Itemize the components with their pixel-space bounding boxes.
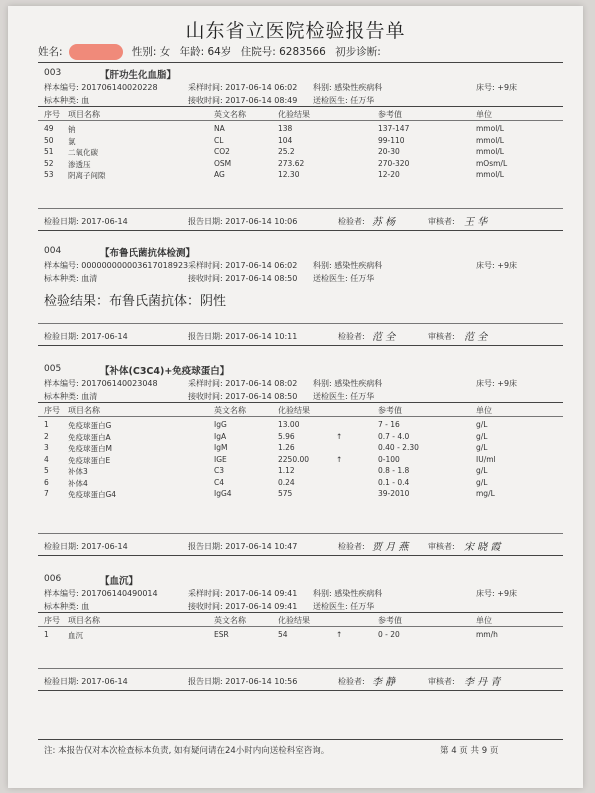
table-header: 项目名称 (68, 616, 100, 625)
table-cell: 阴离子间隙 (68, 171, 106, 180)
department: 科别: 感染性疾病科 (313, 83, 383, 92)
table-cell: 1.26 (278, 443, 295, 452)
table-header: 单位 (476, 110, 492, 119)
table-cell: 13.00 (278, 420, 300, 429)
table-header: 单位 (476, 406, 492, 415)
table-cell: 104 (278, 135, 293, 145)
table-cell: 氯 (68, 136, 76, 146)
section-end-rule (38, 208, 563, 209)
test-date: 检验日期: 2017-06-14 (44, 542, 128, 551)
table-cell: 免疫球蛋白G4 (68, 490, 117, 499)
collect-time: 采样时间: 2017-06-14 09:41 (188, 589, 298, 598)
table-top-rule (38, 402, 563, 403)
redacted-name (69, 44, 123, 60)
table-cell: 3 (44, 443, 49, 452)
department: 科别: 感染性疾病科 (313, 589, 383, 598)
table-cell: 渗透压 (68, 159, 91, 169)
table-header: 序号 (44, 616, 60, 625)
bed-number: 床号: +9床 (476, 83, 518, 92)
test-date: 检验日期: 2017-06-14 (44, 677, 128, 686)
sample-number: 样本编号: 201706140490014 (44, 589, 158, 598)
table-cell: 4 (44, 454, 49, 464)
table-cell: 免疫球蛋白E (68, 455, 111, 465)
section-number: 006 (44, 574, 62, 584)
tester-label: 检验者: (338, 677, 365, 686)
table-cell: CO2 (214, 147, 230, 156)
table-cell: IU/ml (476, 454, 496, 464)
table-cell: 1 (44, 630, 49, 639)
table-cell: 补体4 (68, 478, 88, 488)
reviewer-signature: 宋 晓 霞 (464, 542, 501, 553)
section-divider (38, 345, 563, 346)
reviewer-label: 审核者: (428, 217, 455, 226)
table-cell: 12-20 (378, 170, 400, 179)
table-cell: ↑ (336, 454, 343, 464)
table-cell: 钠 (68, 125, 76, 134)
table-header: 化验结果 (278, 406, 310, 415)
test-date: 检验日期: 2017-06-14 (44, 332, 128, 341)
sample-number: 样本编号: 201706140020228 (44, 83, 158, 92)
section-divider (38, 690, 563, 691)
table-cell: 二氧化碳 (68, 148, 98, 157)
table-cell: 138 (278, 124, 293, 133)
table-cell: 7 - 16 (378, 420, 400, 429)
doctor: 送检医生: 任万华 (313, 96, 375, 105)
header-rule (38, 62, 563, 63)
section-end-rule (38, 323, 563, 324)
table-cell: 6 (44, 477, 49, 487)
name-label: 姓名: (38, 46, 63, 58)
footer-rule (38, 739, 563, 740)
table-cell: NA (214, 124, 225, 133)
section-end-rule (38, 533, 563, 534)
diagnosis: 初步诊断: (335, 46, 381, 58)
table-cell: 5 (44, 466, 49, 475)
table-cell: 1.12 (278, 466, 295, 475)
table-cell: g/L (476, 477, 488, 487)
table-cell: IgG4 (214, 489, 232, 498)
table-cell: 50 (44, 135, 54, 145)
table-cell: ↑ (336, 630, 343, 639)
table-header: 参考值 (378, 110, 402, 119)
doctor: 送检医生: 任万华 (313, 602, 375, 611)
table-cell: 0-100 (378, 454, 400, 464)
gender: 性别: 女 (131, 46, 171, 58)
table-cell: ↑ (336, 431, 343, 441)
table-top-rule (38, 106, 563, 107)
table-cell: 2 (44, 431, 49, 441)
table-cell: 53 (44, 170, 54, 179)
section-name: 【肝功生化血脂】 (100, 70, 177, 81)
table-cell: 20-30 (378, 147, 400, 156)
bed-number: 床号: +9床 (476, 589, 518, 598)
table-header: 项目名称 (68, 406, 100, 415)
report-date: 报告日期: 2017-06-14 10:06 (188, 217, 298, 226)
table-header: 化验结果 (278, 616, 310, 625)
tester-label: 检验者: (338, 217, 365, 226)
table-top-rule (38, 612, 563, 613)
table-cell: 0.24 (278, 477, 295, 487)
table-cell: mmol/L (476, 124, 504, 133)
table-header: 英文名称 (214, 616, 246, 625)
collect-time: 采样时间: 2017-06-14 06:02 (188, 83, 298, 92)
table-cell: 25.2 (278, 147, 295, 156)
table-cell: ESR (214, 630, 229, 639)
sample-type: 标本种类: 血 (44, 602, 90, 611)
section-divider (38, 230, 563, 231)
table-header: 英文名称 (214, 406, 246, 415)
table-cell: 免疫球蛋白M (68, 444, 112, 453)
report-date: 报告日期: 2017-06-14 10:47 (188, 542, 298, 551)
table-cell: 270-320 (378, 158, 410, 168)
table-cell: 52 (44, 158, 54, 168)
table-header: 英文名称 (214, 110, 246, 119)
table-cell: 2250.00 (278, 454, 310, 464)
table-cell: 0.8 - 1.8 (378, 466, 410, 475)
bed-number: 床号: +9床 (476, 261, 518, 270)
table-cell: 0.40 - 2.30 (378, 443, 419, 452)
table-header: 项目名称 (68, 110, 100, 119)
table-cell: 51 (44, 147, 54, 156)
table-cell: IgA (214, 431, 227, 441)
reviewer-label: 审核者: (428, 542, 455, 551)
report-sheet (8, 6, 583, 788)
table-cell: g/L (476, 466, 488, 475)
reviewer-signature: 李 丹 青 (464, 677, 501, 688)
receive-time: 接收时间: 2017-06-14 08:49 (188, 96, 298, 105)
table-cell: 12.30 (278, 170, 300, 179)
table-cell: 0.1 - 0.4 (378, 477, 410, 487)
table-header: 序号 (44, 110, 60, 119)
department: 科别: 感染性疾病科 (313, 261, 383, 270)
table-cell: 54 (278, 630, 288, 639)
table-cell: 39-2010 (378, 489, 410, 498)
tester-signature: 范 全 (372, 332, 396, 343)
section-name: 【血沉】 (100, 576, 139, 587)
table-cell: C4 (214, 477, 225, 487)
table-cell: 0 - 20 (378, 630, 400, 639)
section-number: 004 (44, 246, 62, 256)
table-cell: 免疫球蛋白A (68, 432, 111, 442)
table-header-rule (38, 626, 563, 627)
receive-time: 接收时间: 2017-06-14 09:41 (188, 602, 298, 611)
report-date: 报告日期: 2017-06-14 10:56 (188, 677, 298, 686)
table-cell: mg/L (476, 489, 495, 498)
test-date: 检验日期: 2017-06-14 (44, 217, 128, 226)
reviewer-label: 审核者: (428, 677, 455, 686)
table-header-rule (38, 120, 563, 121)
report-date: 报告日期: 2017-06-14 10:11 (188, 332, 298, 341)
doctor: 送检医生: 任万华 (313, 392, 375, 401)
sample-type: 标本种类: 血 (44, 96, 90, 105)
table-cell: AG (214, 170, 225, 179)
table-cell: C3 (214, 466, 225, 475)
table-header-rule (38, 416, 563, 417)
inpatient-no: 住院号: 6283566 (240, 46, 326, 58)
sample-type: 标本种类: 血清 (44, 392, 98, 401)
sample-type: 标本种类: 血清 (44, 274, 98, 283)
tester-signature: 李 静 (372, 677, 396, 688)
reviewer-signature: 范 全 (464, 332, 488, 343)
table-cell: 99-110 (378, 135, 405, 145)
table-cell: CL (214, 135, 224, 145)
table-cell: 273.62 (278, 158, 305, 168)
table-cell: 5.96 (278, 431, 295, 441)
table-header: 序号 (44, 406, 60, 415)
tester-label: 检验者: (338, 332, 365, 341)
receive-time: 接收时间: 2017-06-14 08:50 (188, 392, 298, 401)
table-cell: 49 (44, 124, 54, 133)
table-cell: mOsm/L (476, 158, 508, 168)
department: 科别: 感染性疾病科 (313, 379, 383, 388)
patient-info (38, 44, 387, 60)
table-cell: OSM (214, 158, 232, 168)
age: 年龄: 64岁 (179, 46, 232, 58)
section-name: 【布鲁氏菌抗体检测】 (100, 248, 196, 259)
sample-number: 样本编号: 201706140023048 (44, 379, 158, 388)
table-cell: 7 (44, 489, 49, 498)
table-cell: 血沉 (68, 631, 83, 640)
table-header: 参考值 (378, 616, 402, 625)
section-name: 【补体(C3C4)+免疫球蛋白】 (100, 366, 230, 377)
section-number: 005 (44, 364, 62, 374)
table-cell: 137-147 (378, 124, 410, 133)
table-cell: g/L (476, 443, 488, 452)
section-end-rule (38, 668, 563, 669)
table-cell: mm/h (476, 630, 498, 639)
test-result: 检验结果：布鲁氏菌抗体：阴性 (44, 294, 227, 309)
collect-time: 采样时间: 2017-06-14 06:02 (188, 261, 298, 270)
table-header: 化验结果 (278, 110, 310, 119)
table-cell: 0.7 - 4.0 (378, 431, 410, 441)
page-number: 第 4 页 共 9 页 (440, 746, 499, 756)
sample-number: 样本编号: 000000000003617018923 (44, 261, 189, 270)
footer-note: 注: 本报告仅对本次检查标本负责, 如有疑问请在24小时内向送检科室咨询。 (44, 746, 330, 756)
section-divider (38, 555, 563, 556)
tester-label: 检验者: (338, 542, 365, 551)
section-number: 003 (44, 68, 62, 78)
table-cell: g/L (476, 420, 488, 429)
table-cell: IgG (214, 420, 227, 429)
table-cell: 免疫球蛋白G (68, 421, 112, 430)
doctor: 送检医生: 任万华 (313, 274, 375, 283)
report-title: 山东省立医院检验报告单 (185, 20, 406, 42)
receive-time: 接收时间: 2017-06-14 08:50 (188, 274, 298, 283)
table-cell: IGE (214, 454, 227, 464)
table-cell: mmol/L (476, 170, 504, 179)
tester-signature: 贾 月 燕 (372, 542, 409, 553)
table-cell: 1 (44, 420, 49, 429)
bed-number: 床号: +9床 (476, 379, 518, 388)
tester-signature: 苏 杨 (372, 217, 396, 228)
table-cell: IgM (214, 443, 228, 452)
table-cell: g/L (476, 431, 488, 441)
table-cell: mmol/L (476, 135, 504, 145)
table-cell: 575 (278, 489, 293, 498)
reviewer-label: 审核者: (428, 332, 455, 341)
reviewer-signature: 王 华 (464, 217, 488, 228)
table-header: 参考值 (378, 406, 402, 415)
table-cell: mmol/L (476, 147, 504, 156)
table-header: 单位 (476, 616, 492, 625)
collect-time: 采样时间: 2017-06-14 08:02 (188, 379, 298, 388)
table-cell: 补体3 (68, 467, 88, 476)
